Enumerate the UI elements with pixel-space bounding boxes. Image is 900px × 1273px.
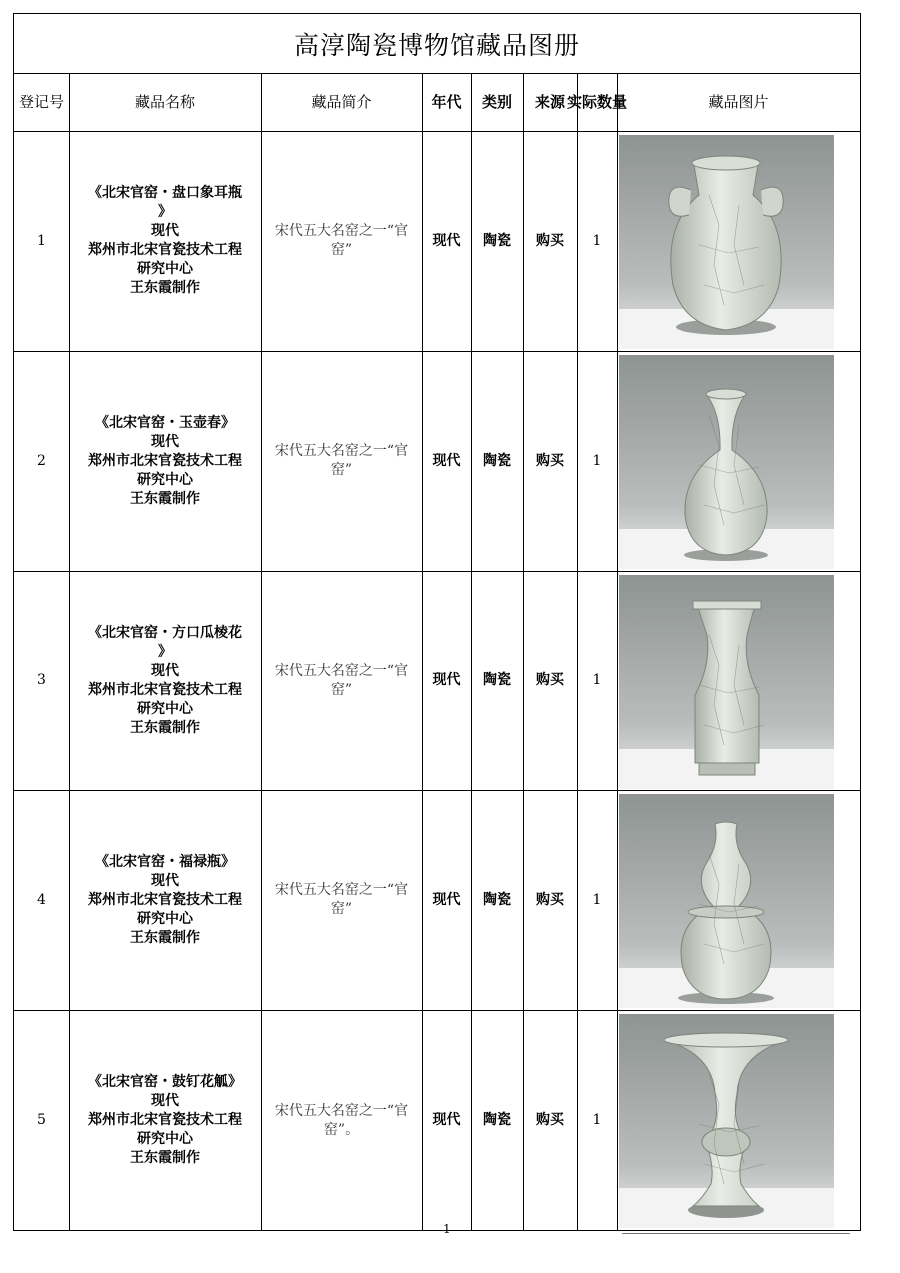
item-source-cell: 购买 <box>536 452 564 469</box>
column-rule <box>617 73 618 1230</box>
item-intro-cell: 宋代五大名窑之一“官窑” <box>274 662 409 698</box>
item-era-cell: 现代 <box>432 891 461 908</box>
item-name-cell: 《北宋官窑・福禄瓶》 现代 郑州市北宋官瓷技术工程 研究中心 王东霞制作 <box>88 853 242 946</box>
footer-rule <box>622 1233 850 1234</box>
item-name-cell: 《北宋官窑・鼓钉花觚》 现代 郑州市北宋官瓷技术工程 研究中心 王东霞制作 <box>88 1074 242 1166</box>
item-era-cell: 现代 <box>432 1112 461 1128</box>
item-category-cell: 陶瓷 <box>483 452 511 469</box>
vase-elephant-ear-photo <box>619 135 834 349</box>
page-number: 1 <box>443 1222 451 1236</box>
item-intro-cell: 宋代五大名窑之一“官窑”。 <box>274 1102 409 1138</box>
header-era: 年代 <box>431 92 462 111</box>
reg-no-cell: 5 <box>37 1112 46 1128</box>
header-reg-no: 登记号 <box>18 92 64 111</box>
item-source-cell: 购买 <box>536 232 564 249</box>
item-era-cell: 现代 <box>432 232 461 249</box>
item-name-cell: 《北宋官窑・玉壶春》 现代 郑州市北宋官瓷技术工程 研究中心 王东霞制作 <box>88 414 242 507</box>
item-source-cell: 购买 <box>536 891 564 908</box>
header-image: 藏品图片 <box>708 92 769 111</box>
header-intro: 藏品简介 <box>311 92 372 111</box>
header-qty: 实际数量 <box>567 92 628 111</box>
item-category-cell: 陶瓷 <box>483 232 511 249</box>
item-category-cell: 陶瓷 <box>483 891 511 908</box>
item-name-cell: 《北宋官窑・方口瓜棱花 》 现代 郑州市北宋官瓷技术工程 研究中心 王东霞制作 <box>88 624 242 736</box>
item-era-cell: 现代 <box>432 672 461 688</box>
page-title: 高淳陶瓷博物馆藏品图册 <box>14 14 860 74</box>
reg-no-cell: 3 <box>37 672 46 688</box>
header-name: 藏品名称 <box>134 92 195 111</box>
item-qty-cell: 1 <box>592 1112 602 1128</box>
vase-gu-photo <box>619 1014 834 1229</box>
catalog-table <box>13 13 861 1231</box>
item-qty-cell: 1 <box>592 452 602 469</box>
item-source-cell: 购买 <box>536 1112 564 1128</box>
item-era-cell: 现代 <box>432 452 461 469</box>
vase-yuhuchun-photo <box>619 355 834 569</box>
item-qty-cell: 1 <box>592 232 602 249</box>
item-source-cell: 购买 <box>536 672 564 688</box>
item-intro-cell: 宋代五大名窑之一“官窑” <box>274 443 409 478</box>
vase-gourd-photo <box>619 794 834 1008</box>
item-intro-cell: 宋代五大名窑之一“官窑” <box>274 223 409 258</box>
item-qty-cell: 1 <box>592 672 602 688</box>
item-name-cell: 《北宋官窑・盘口象耳瓶 》 现代 郑州市北宋官瓷技术工程 研究中心 王东霞制作 <box>88 185 242 296</box>
item-intro-cell: 宋代五大名窑之一“官窑” <box>274 882 409 917</box>
item-qty-cell: 1 <box>592 891 602 908</box>
header-source: 来源 <box>534 92 565 111</box>
vase-square-mouth-photo <box>619 575 834 788</box>
reg-no-cell: 4 <box>37 891 46 908</box>
header-category: 类别 <box>481 92 512 111</box>
item-category-cell: 陶瓷 <box>483 1112 511 1128</box>
reg-no-cell: 2 <box>37 452 46 469</box>
item-category-cell: 陶瓷 <box>483 672 511 688</box>
reg-no-cell: 1 <box>37 232 46 249</box>
